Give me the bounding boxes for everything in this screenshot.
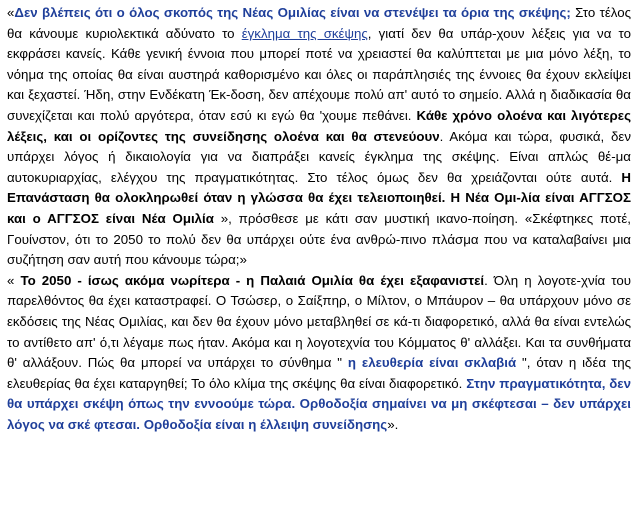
text-segment: Στο τέλος θα κάνουμε κυριολεκτικά αδύνατο το [7,5,631,41]
text-segment: ", όταν η ιδέα της ελευθερίας θα έχει καταργηθεί; Το όλο κλίμα της σκέψης θα είναι διαφορετικό. [7,355,631,391]
text-segment: , γιατί δεν θα υπάρ-χουν λέξεις για να το εκφράσει κανείς. Κάθε γενική έννοια που μπορεί ποτέ να χρειαστεί θα καλύπτεται με μια μόνο λέξη, το νόημα της οποίας θα είναι αυστηρά καθορισμένο και όλες οι παράπλησιές της έννοιες θα έχουν εκλείψει και ξεχαστεί. Ήδη, στην Ενδέκατη Έκ-δοση, δεν απέχουμε πολύ απ' αυτό το σημείο. Αλλά η διαδικασία θα συνεχίζεται και πολύ αργότερα, όταν εσύ κι εγώ θα 'χουμε πεθάνει. [7,25,631,123]
open-quote: « [7,272,21,288]
text-segment: », πρόσθεσε με κάτι σαν μυστική ικανο-ποίηση. «Σκέφτηκες ποτέ, Γουίνστον, ότι το 2050 το πολύ δεν θα υπάρχει ούτε ένα ανθρώ-πινο πλάσμα που να καταλαβαίνει μια συζήτηση σαν αυτή που κάνουμε τώρα;» [7,210,631,268]
close-quote: ». [387,416,399,432]
highlight-2050: Το 2050 - ίσως ακόμα νωρίτερα - η Παλαιά Ομιλία θα έχει εξαφανιστεί [20,272,485,288]
highlight-fewer-words: Κάθε χρόνο ολοένα και λιγότερες λέξεις, και οι ορίζοντες της συνείδησης ολοένα και θα στενεύουν [7,107,631,144]
open-quote: « [7,5,15,20]
highlight-orthodoxy: Στην πραγματικότητα, δεν θα υπάρχει σκέψη όπως την εννοούμε τώρα. Ορθοδοξία σημαίνει να μη σκέφτεσαι – δεν υπάρχει λόγος να σκέ φτεσαι. Ορθοδοξία είναι η έλλειψη συνείδησης [7,375,631,432]
paragraph-oldspeak-disappear [7,271,631,436]
thoughtcrime-link[interactable]: έγκλημα της σκέψης [241,25,368,41]
highlight-narrow-thought: Δεν βλέπεις ότι ο όλος σκοπός της Νέας Ομιλίας είναι να στενέψει τα όρια της σκέψης; [14,5,571,20]
highlight-freedom-slavery: η ελευθερία είναι σκλαβιά [347,355,517,371]
paragraph-newspeak-purpose [7,3,631,271]
text-segment: . Ακόμα και τώρα, φυσικά, δεν υπάρχει λόγος ή δικαιολογία για να διαπράξει κανείς έγκλημα της σκέψης. Είναι απλώς θέ-μα αυτοκυριαρχίας, ελέγχου της πραγματικότητας. Στο τέλος όμως δεν θα χρειάζονται ούτε αυτά. [7,128,632,185]
text-segment: . Όλη η λογοτε-χνία του παρελθόντος θα έχει καταστραφεί. Ο Τσώσερ, ο Σαίξπηρ, ο Μίλτον, ο Μπάυρον – θα υπάρχουν μόνο σε εκδόσεις της Νέας Ομιλίας, και δεν θα έχουν μόνο μεταβληθεί σε κά-τι διαφορετικό, αλλά θα είναι εντελώς το αντίθετο απ' ό,τι λέγαμε πως ήταν. Ακόμα και η λογοτεχνία του Κόμματος θ' αλλάξει. Και τα συνθήματα θ' αλλάξουν. Πώς θα μπορεί να υπάρχει το σύνθημα " [7,272,632,371]
highlight-revolution-complete: Η Επανάσταση θα ολοκληρωθεί όταν η γλώσσα θα έχει τελειοποιηθεί. Η Νέα Ομι-λία είναι ΑΓΓΣΟΣ και ο ΑΓΓΣΟΣ είναι Νέα Ομιλία [7,169,631,226]
